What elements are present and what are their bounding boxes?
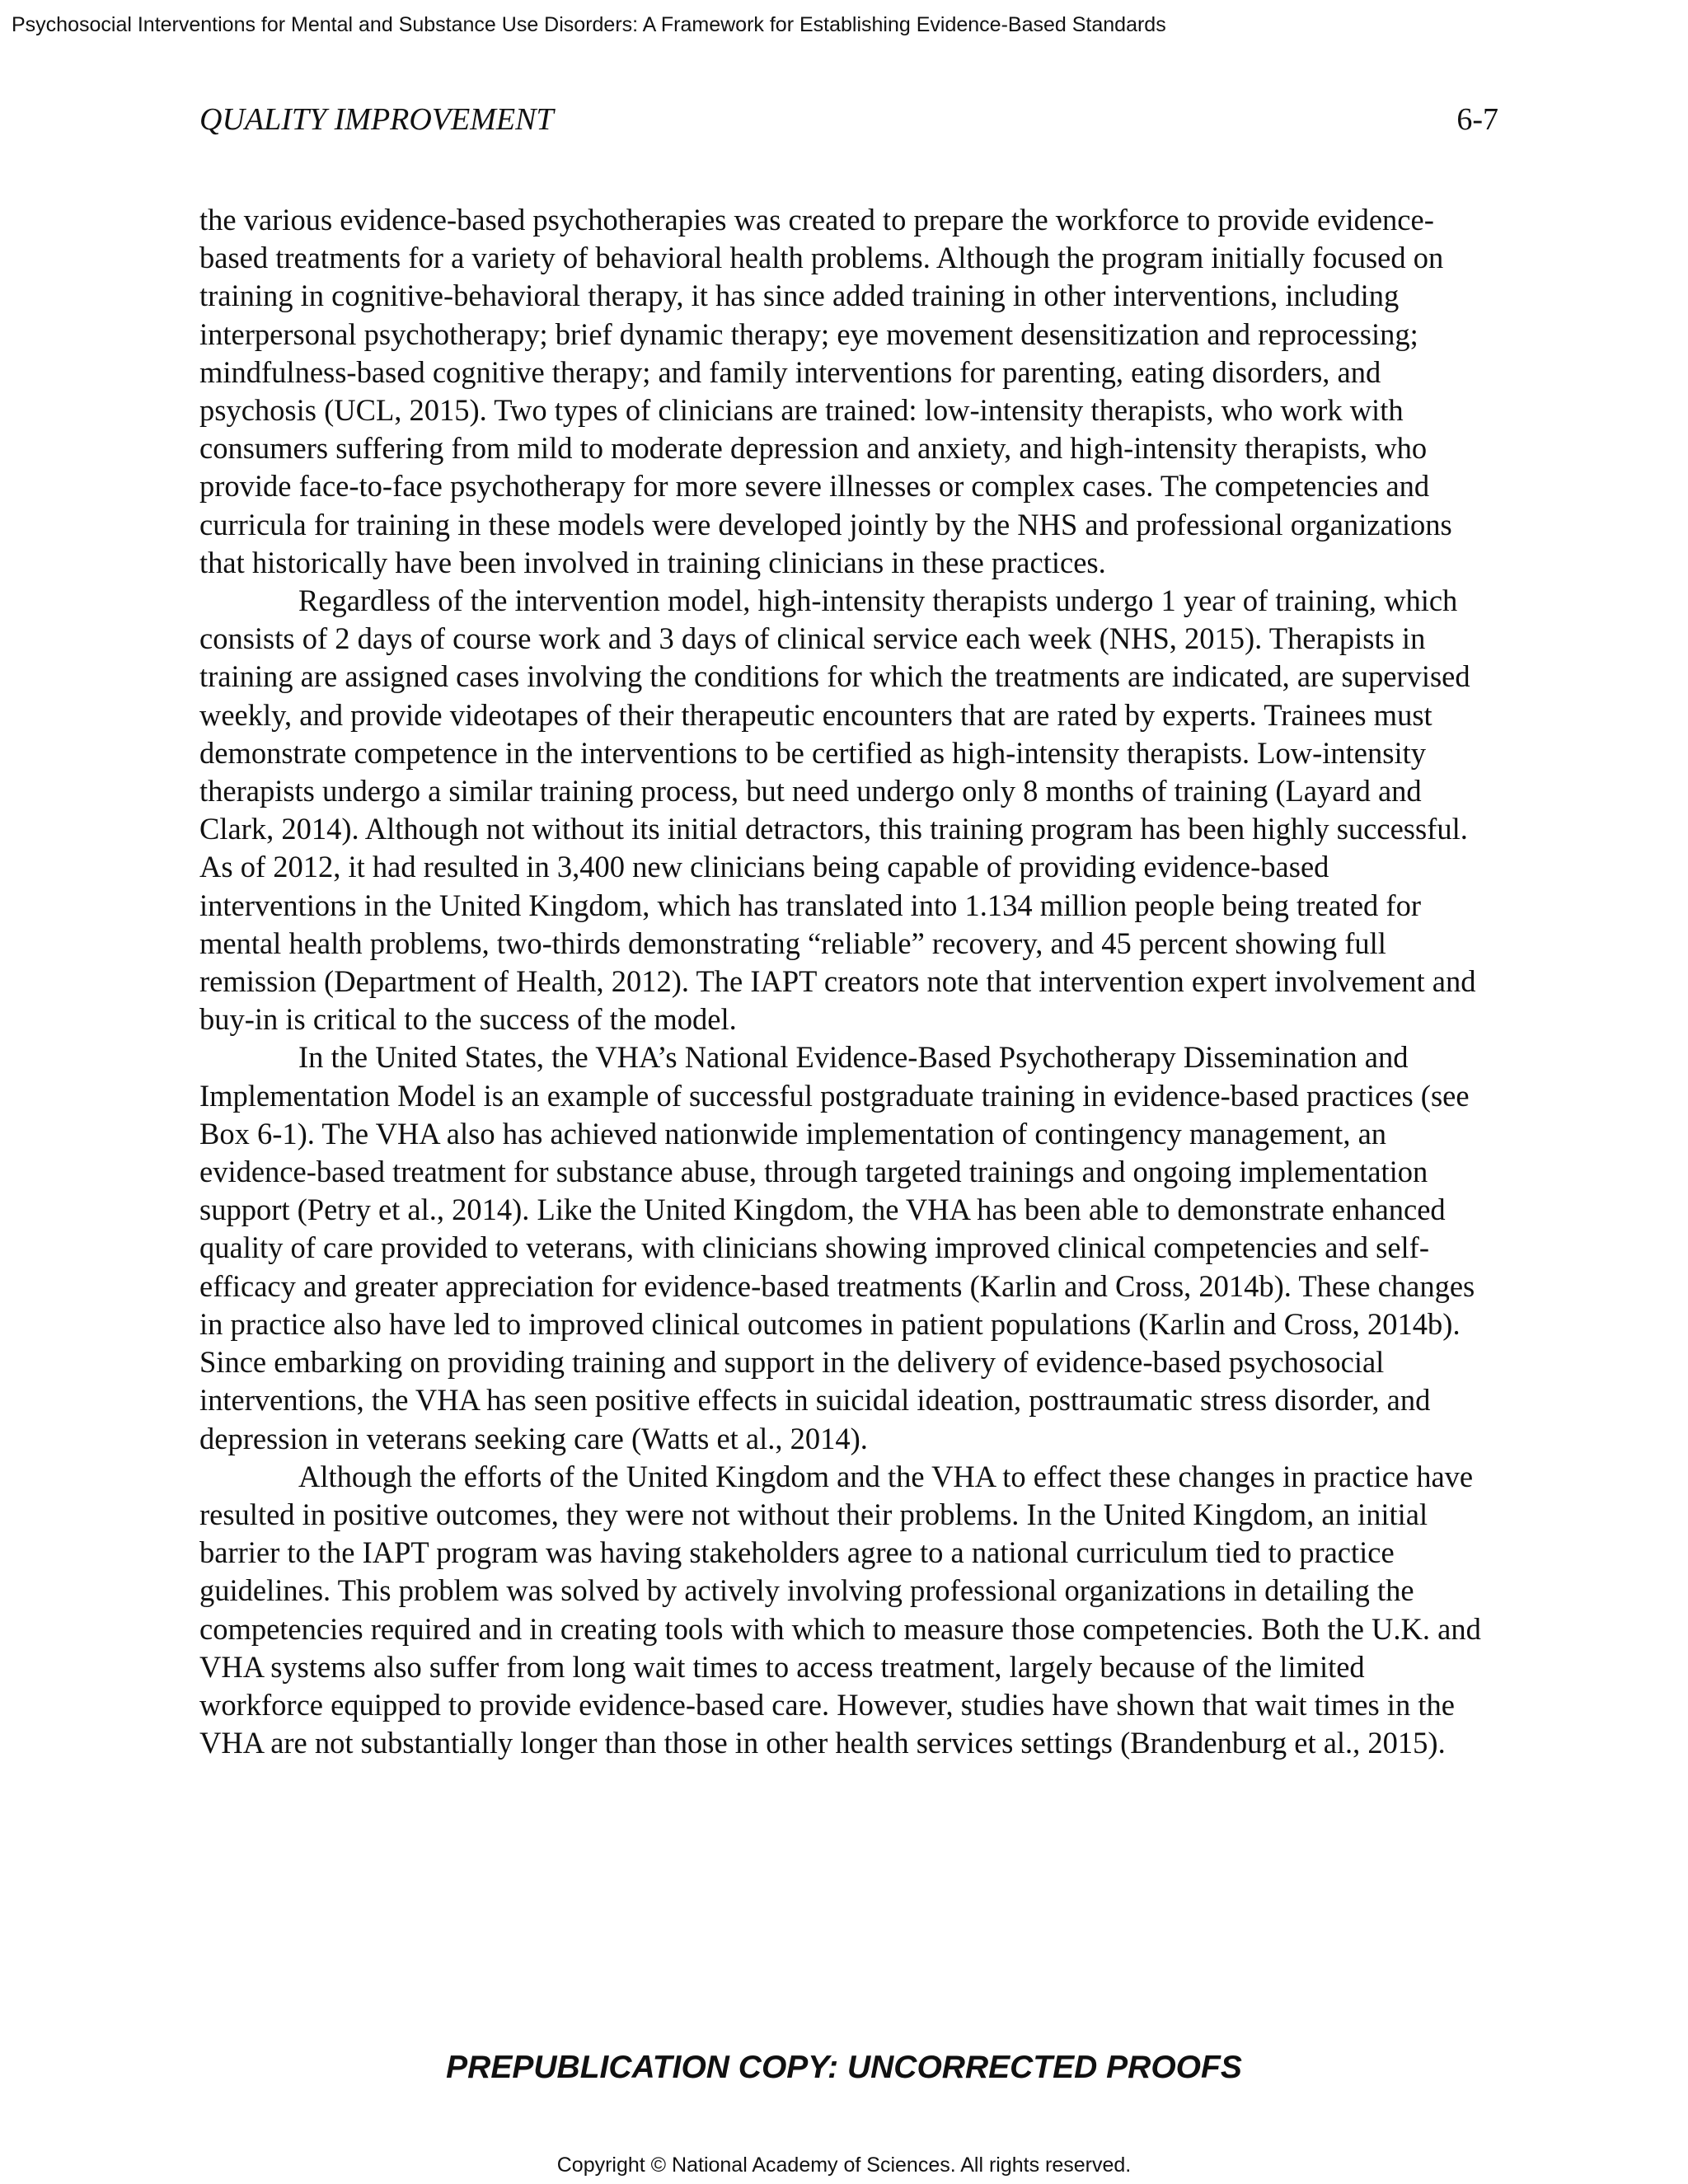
- page-header: [199, 99, 1498, 140]
- paragraph: In the United States, the VHA’s National Evidence-Based Psychotherapy Dissemination and Implementation Model is an example of successful postgraduate training in evidence-based practices (see Box 6-1). The VHA also has achieved nationwide implementation of contingency management, an evidence-based treatment for substance abuse, through targeted trainings and ongoing implementation support (Petry et al., 2014). Like the United Kingdom, the VHA has been able to demonstrate enhanced quality of care provided to veterans, with clinicians showing improved clinical competencies and self-efficacy and greater appreciation for evidence-based treatments (Karlin and Cross, 2014b). These changes in practice also have led to improved clinical outcomes in patient populations (Karlin and Cross, 2014b). Since embarking on providing training and support in the delivery of evidence-based psychosocial interventions, the VHA has seen positive effects in suicidal ideation, posttraumatic stress disorder, and depression in veterans seeking care (Watts et al., 2014).: [199, 1040, 1475, 1455]
- prepublication-notice: PREPUBLICATION COPY: UNCORRECTED PROOFS: [446, 2050, 1242, 2085]
- paragraph: the various evidence-based psychotherapies was created to prepare the workforce to provide evidence-based treatments for a variety of behavioral health problems. Although the program initially focused on training in cognitive-behavioral therapy, it has since added training in other interventions, including interpersonal psychotherapy; brief dynamic therapy; eye movement desensitization and reprocessing; mindfulness-based cognitive therapy; and family interventions for parenting, eating disorders, and psychosis (UCL, 2015). Two types of clinicians are trained: low-intensity therapists, who work with consumers suffering from mild to moderate depression and anxiety, and high-intensity therapists, who provide face-to-face psychotherapy for more severe illnesses or complex cases. The competencies and curricula for training in these models were developed jointly by the NHS and professional organizations that historically have been involved in training clinicians in these practices.: [199, 203, 1452, 579]
- running-header: Psychosocial Interventions for Mental and Substance Use Disorders: A Framework for Establishing Evidence-Based Standards: [12, 13, 1166, 36]
- paragraph: Although the efforts of the United Kingdom and the VHA to effect these changes in practice have resulted in positive outcomes, they were not without their problems. In the United Kingdom, an initial barrier to the IAPT program was having stakeholders agree to a national curriculum tied to practice guidelines. This problem was solved by actively involving professional organizations in detailing the competencies required and in creating tools with which to measure those competencies. Both the U.K. and VHA systems also suffer from long wait times to access treatment, largely because of the limited workforce equipped to provide evidence-based care. However, studies have shown that wait times in the VHA are not substantially longer than those in other health services settings (Brandenburg et al., 2015).: [199, 1459, 1481, 1760]
- section-title: QUALITY IMPROVEMENT: [199, 102, 554, 137]
- body-text: [199, 201, 1493, 1762]
- copyright-notice: Copyright © National Academy of Sciences. All rights reserved.: [556, 2154, 1132, 2177]
- page-number: 6-7: [1456, 102, 1498, 137]
- paragraph: Regardless of the intervention model, high-intensity therapists undergo 1 year of training, which consists of 2 days of course work and 3 days of clinical service each week (NHS, 2015). Therapists in training are assigned cases involving the conditions for which the treatments are indicated, are supervised weekly, and provide videotapes of their therapeutic encounters that are rated by experts. Trainees must demonstrate competence in the interventions to be certified as high-intensity therapists. Low-intensity therapists undergo a similar training process, but need undergo only 8 months of training (Layard and Clark, 2014). Although not without its initial detractors, this training program has been highly successful. As of 2012, it had resulted in 3,400 new clinicians being capable of providing evidence-based interventions in the United Kingdom, which has translated into 1.134 million people being treated for mental health problems, two-thirds demonstrating “reliable” recovery, and 45 percent showing full remission (Department of Health, 2012). The IAPT creators note that intervention expert involvement and buy-in is critical to the success of the model.: [199, 583, 1476, 1037]
